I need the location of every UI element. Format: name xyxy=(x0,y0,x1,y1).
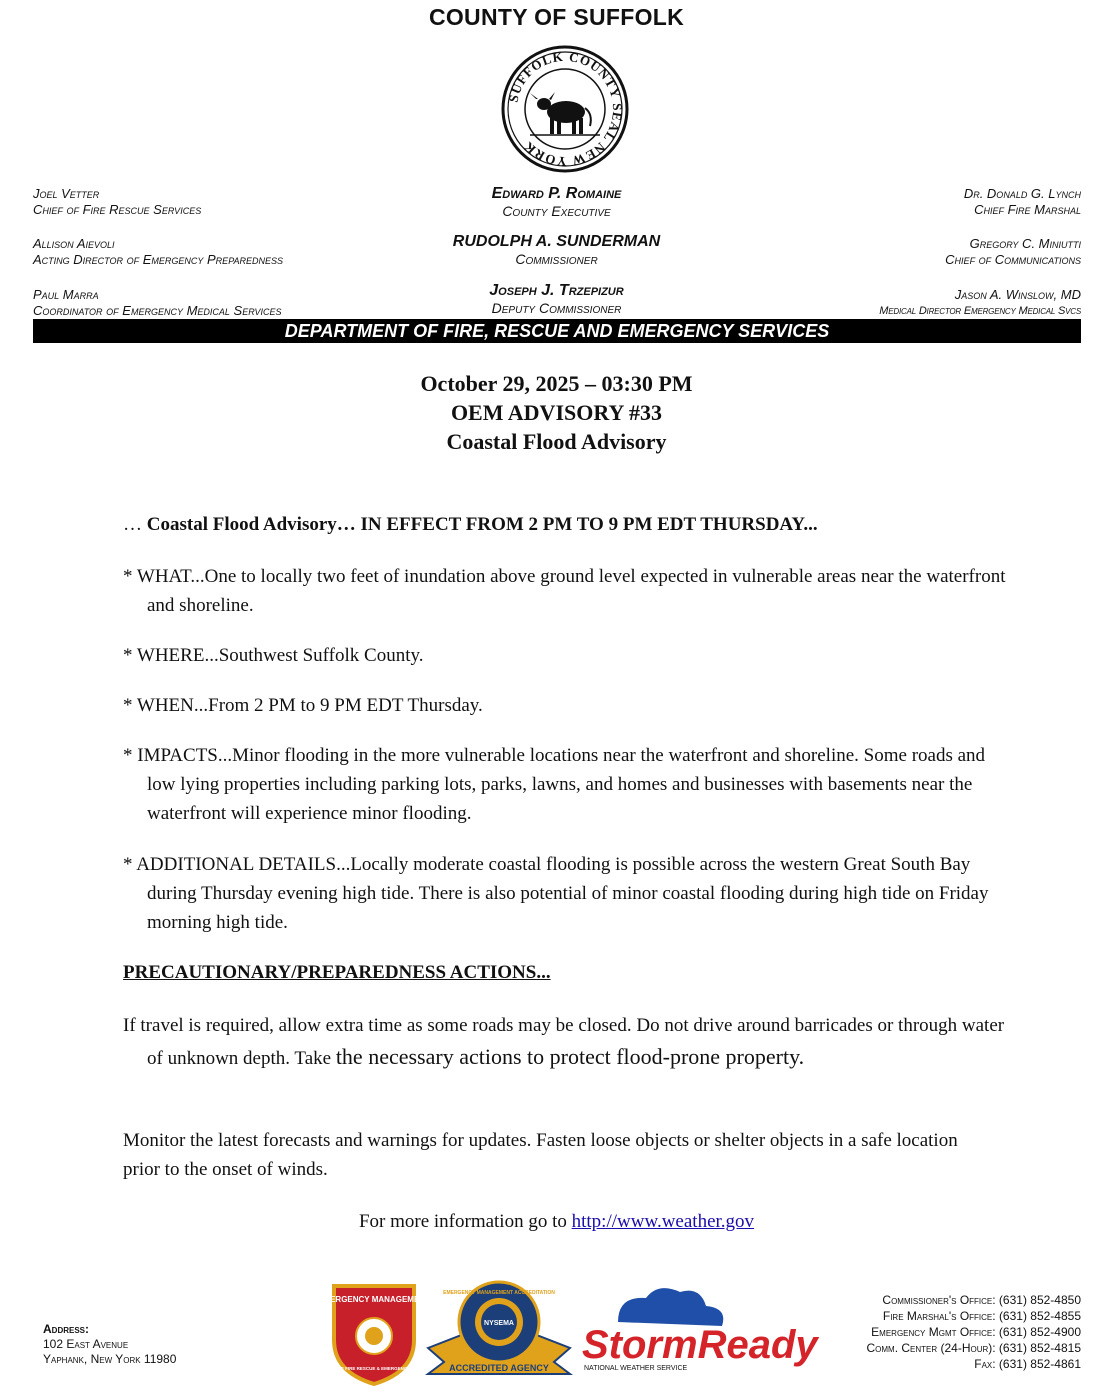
em-logo-text: EMERGENCY MANAGEMENT xyxy=(318,1295,430,1304)
seal-text: SUFFOLK COUNTY SEAL NEW YORK xyxy=(505,48,626,170)
staff-right-1: Dr. Donald G. Lynch Chief Fire Marshal xyxy=(963,186,1081,217)
contact-fire-marshal: Fire Marshal's Office: (631) 852-4855 xyxy=(882,1309,1081,1323)
department-banner: DEPARTMENT OF FIRE, RESCUE AND EMERGENCY SERVICES xyxy=(33,319,1081,343)
precaution-paragraph-1: If travel is required, allow extra time as some roads may be closed. Do not drive around barricades or through water of unknown depth. Take the necessary actions to protect flood-prone property. xyxy=(123,1015,1005,1069)
acc-logo-top-text: EMERGENCY MANAGEMENT ACCREDITATION xyxy=(443,1290,555,1296)
address-label: Address: xyxy=(43,1322,90,1336)
emergency-management-shield-icon xyxy=(318,1280,430,1388)
more-info-line: For more information go to http://www.weather.gov xyxy=(358,1211,755,1232)
where-paragraph: * WHERE...Southwest Suffolk County. xyxy=(123,645,424,666)
county-seal xyxy=(500,44,630,174)
address-line-1: 102 East Avenue xyxy=(43,1337,129,1351)
address-block xyxy=(43,1322,176,1367)
contact-fax: Fax: (631) 852-4861 xyxy=(974,1357,1081,1371)
precaution-heading: PRECAUTIONARY/PREPAREDNESS ACTIONS... xyxy=(123,962,551,983)
address-line-2: Yaphank, New York 11980 xyxy=(43,1352,177,1366)
contact-emergency-mgmt: Emergency Mgmt Office: (631) 852-4900 xyxy=(871,1325,1081,1339)
acc-logo-badge-text: NYSEMA xyxy=(484,1320,514,1327)
precaution-paragraph-2: Monitor the latest forecasts and warnings for updates. Fasten loose objects or shelter objects in a safe location prior to the onset of winds. xyxy=(123,1130,958,1180)
advisory-date: October 29, 2025 – 03:30 PM xyxy=(420,371,693,396)
additional-details-paragraph: * ADDITIONAL DETAILS...Locally moderate coastal flooding is possible across the western Great South Bay during Thursday evening high tide. There is also potential of minor coastal flooding during high tide on Friday morning high tide. xyxy=(123,854,989,933)
staff-right-2: Gregory C. Miniutti Chief of Communications xyxy=(945,236,1081,267)
advisory-type: Coastal Flood Advisory xyxy=(446,429,667,454)
advisory-number: OEM ADVISORY #33 xyxy=(450,400,663,425)
stormready-text: StormReady xyxy=(582,1323,818,1367)
staff-center-1: Edward P. Romaine County Executive xyxy=(491,185,622,219)
advisory-lead: … Coastal Flood Advisory… IN EFFECT FROM 2 PM TO 9 PM EDT THURSDAY... xyxy=(123,514,818,535)
what-paragraph: * WHAT...One to locally two feet of inundation above ground level expected in vulnerable areas near the waterfront and shoreline. xyxy=(123,566,1006,616)
county-title: COUNTY OF SUFFOLK xyxy=(428,4,685,30)
staff-left-1: Joel Vetter Chief of Fire Rescue Services xyxy=(33,186,202,217)
contact-commissioner: Commissioner's Office: (631) 852-4850 xyxy=(882,1293,1081,1307)
em-logo-side-text: DEPT OF FIRE RESCUE & EMERGENCY SVCS xyxy=(324,1366,424,1371)
staff-left-3: Paul Marra Coordinator of Emergency Medical Services xyxy=(33,287,282,318)
weather-gov-link[interactable]: http://www.weather.gov xyxy=(571,1211,755,1232)
contact-list xyxy=(866,1292,1081,1372)
staff-right-3: Jason A. Winslow, MD Medical Director Emergency Medical Svcs xyxy=(879,287,1081,317)
nws-text: NATIONAL WEATHER SERVICE xyxy=(584,1365,688,1372)
contact-comm-center: Comm. Center (24-Hour): (631) 852-4815 xyxy=(866,1341,1081,1355)
impacts-paragraph: * IMPACTS...Minor flooding in the more vulnerable locations near the waterfront and shoreline. Some roads and low lying properties including parking lots, parks, lawns, and homes and businesses with basements near the waterfront will experience minor flooding. xyxy=(123,745,986,824)
stormready-logo-icon xyxy=(578,1282,818,1374)
staff-left-2: Allison Aievoli Acting Director of Emergency Preparedness xyxy=(33,236,284,267)
acc-logo-text: ACCREDITED AGENCY xyxy=(449,1363,549,1373)
when-paragraph: * WHEN...From 2 PM to 9 PM EDT Thursday. xyxy=(123,695,483,716)
staff-center-3: Joseph J. Trzepizur Deputy Commissioner xyxy=(489,282,624,316)
advisory-header xyxy=(0,369,1113,456)
accreditation-badge-icon xyxy=(424,1278,574,1382)
staff-center-2: RUDOLPH A. SUNDERMAN Commissioner xyxy=(452,233,661,267)
